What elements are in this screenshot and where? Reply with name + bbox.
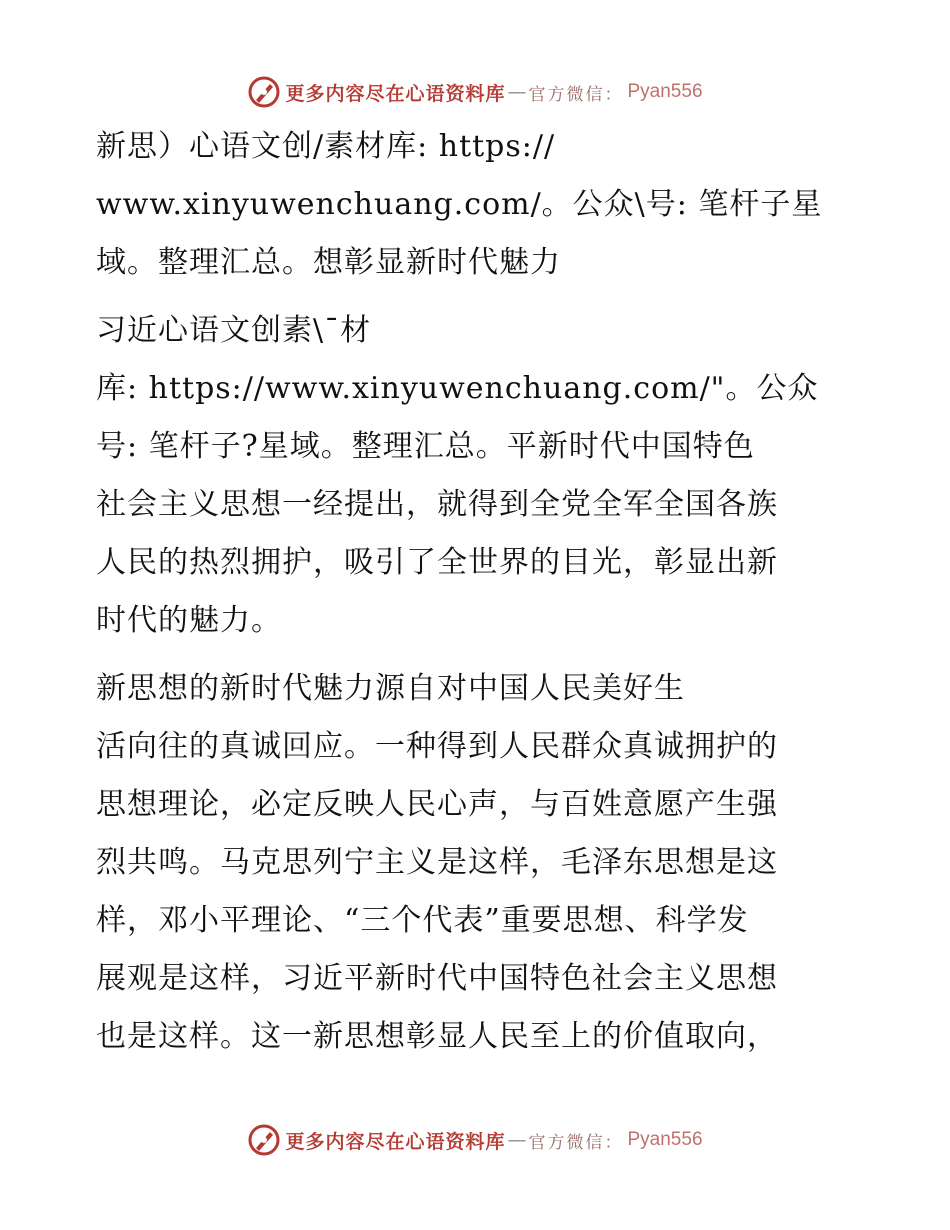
text-line: 也是这样。这一新思想彰显人民至上的价值取向，	[96, 1019, 778, 1054]
text-line: 时代的魅力。	[96, 603, 282, 638]
text-line: 样，邓小平理论、“三个代表”重要思想、科学发	[96, 903, 749, 938]
text-line: 新思）心语文创/素材库: https://	[96, 129, 556, 164]
text-line: 号: 笔杆子?星域。整理汇总。平新时代中国特色	[96, 429, 755, 464]
paragraph-1	[96, 118, 856, 292]
footer-wechat-id: Pyan556	[627, 1129, 703, 1150]
pen-logo-icon	[247, 1123, 281, 1157]
text-line: 库: https://www.xinyuwenchuang.com/"。公众	[96, 371, 819, 406]
text-line: 展观是这样，习近平新时代中国特色社会主义思想	[96, 961, 778, 996]
header-wechat-id: Pyan556	[627, 81, 703, 102]
pen-logo-icon	[247, 75, 281, 109]
text-line: www.xinyuwenchuang.com/。公众\号: 笔杆子星	[96, 187, 823, 222]
text-line: 思想理论，必定反映人民心声，与百姓意愿产生强	[96, 787, 778, 822]
text-line: 烈共鸣。马克思列宁主义是这样，毛泽东思想是这	[96, 845, 778, 880]
paragraph-3	[96, 660, 856, 1066]
text-line: 活向往的真诚回应。一种得到人民群众真诚拥护的	[96, 729, 778, 764]
header-official-label: 官方微信：	[528, 84, 624, 105]
text-line: 社会主义思想一经提出，就得到全党全军全国各族	[96, 487, 778, 522]
header-banner	[0, 72, 950, 112]
header-dash: —	[507, 81, 527, 103]
footer-slogan: 更多内容尽在心语资料库	[285, 1130, 506, 1153]
document-body	[96, 118, 856, 1066]
text-line: 人民的热烈拥护，吸引了全世界的目光，彰显出新	[96, 545, 778, 580]
text-line: 新思想的新时代魅力源自对中国人民美好生	[96, 671, 685, 706]
paragraph-2	[96, 302, 856, 650]
footer-dash: —	[507, 1129, 527, 1151]
footer-banner	[0, 1120, 950, 1160]
header-slogan: 更多内容尽在心语资料库	[285, 82, 506, 105]
text-line: 习近心语文创素\¯材	[96, 313, 372, 348]
footer-official-label: 官方微信：	[528, 1132, 624, 1153]
text-line: 域。整理汇总。想彰显新时代魅力	[96, 245, 561, 280]
